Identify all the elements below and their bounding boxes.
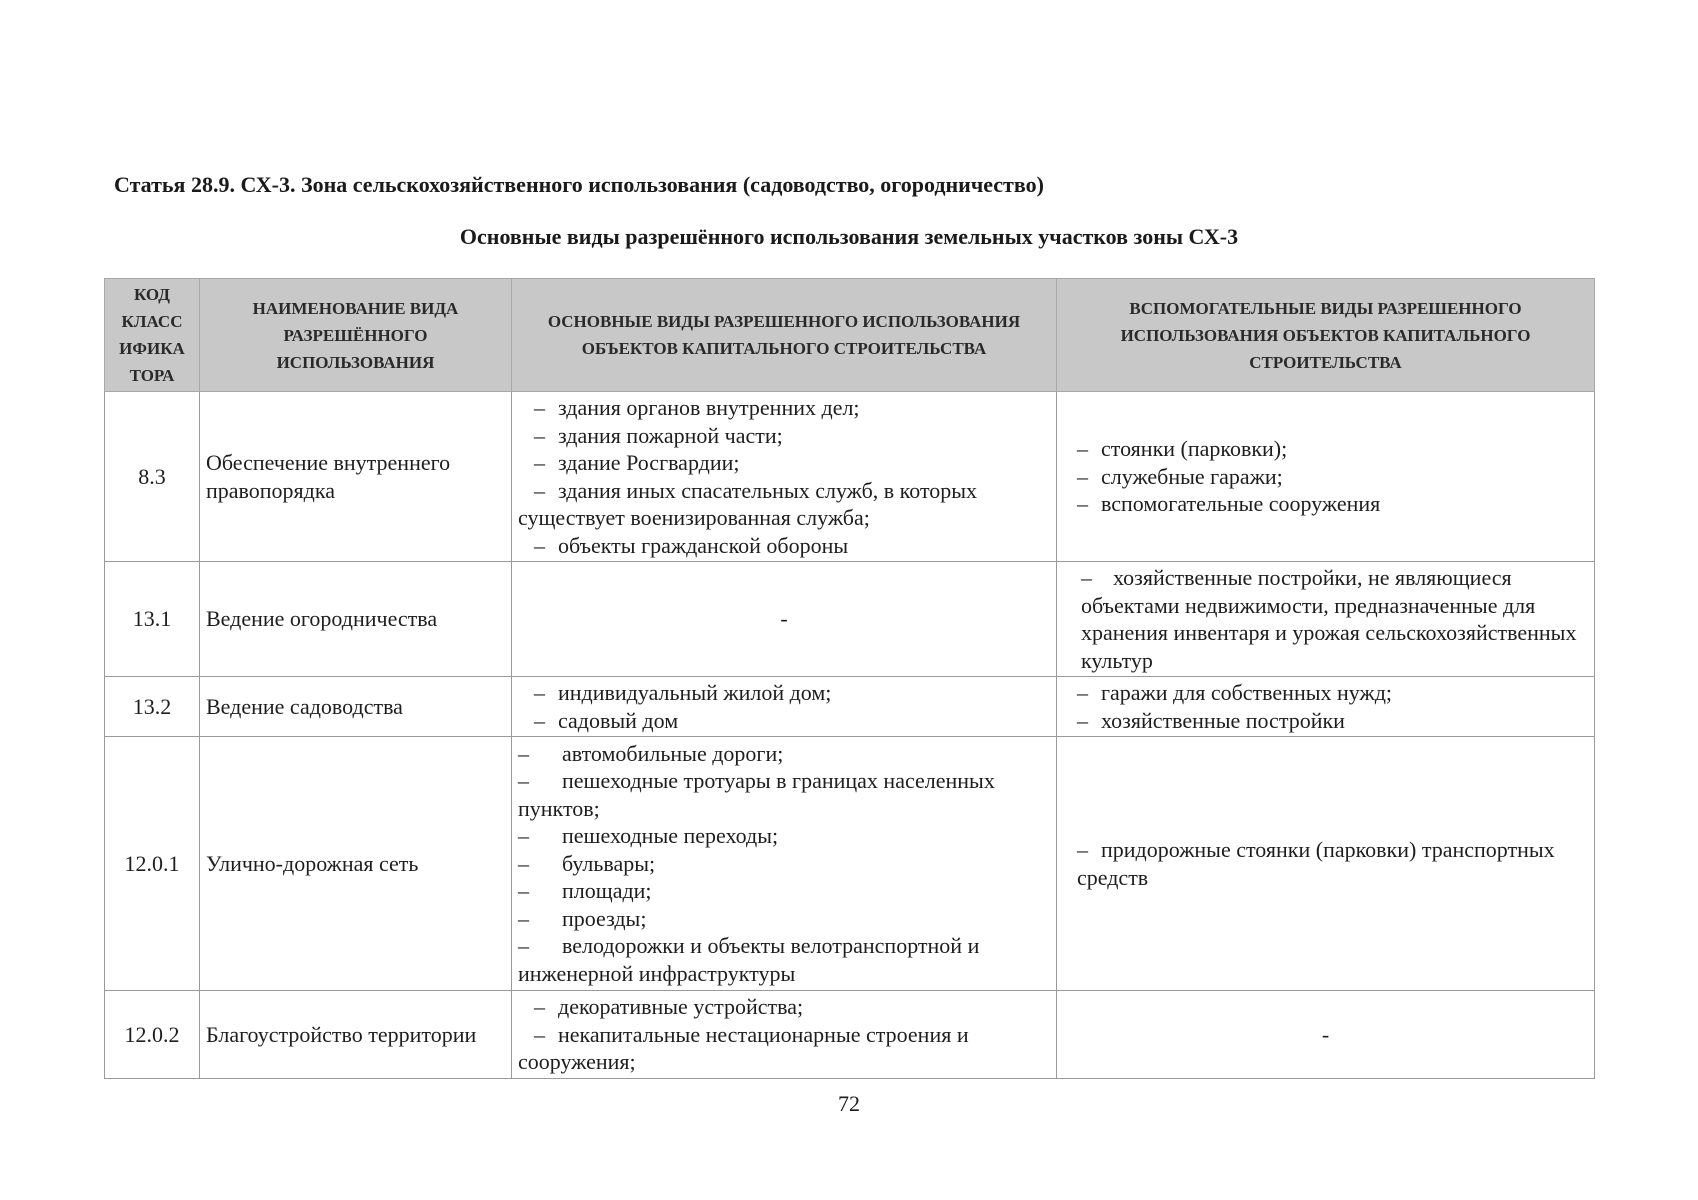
- list-item: – служебные гаражи;: [1077, 463, 1283, 489]
- table-row: [105, 737, 1595, 991]
- list-item: – вспомогательные сооружения: [1077, 491, 1381, 517]
- row-code: 12.0.1: [105, 737, 200, 991]
- dash-bullet: –: [1077, 707, 1088, 733]
- row-main-uses: [512, 677, 1057, 737]
- dash-bullet: –: [518, 933, 529, 959]
- list-item: – объекты гражданской обороны: [534, 532, 849, 558]
- header-aux-uses: ВСПОМОГАТЕЛЬНЫЕ ВИДЫ РАЗРЕШЕННОГО ИСПОЛЬЗОВАНИЯ ОБЪЕКТОВ КАПИТАЛЬНОГО СТРОИТЕЛЬСТВА: [1057, 279, 1595, 392]
- dash-bullet: –: [1077, 680, 1088, 705]
- row-code: 13.2: [105, 677, 200, 737]
- row-aux-uses: [1057, 562, 1595, 677]
- list-item: – проезды;: [518, 905, 647, 931]
- table-header-row: [105, 279, 1595, 392]
- list-item: – гаражи для собственных нужд;: [1077, 680, 1392, 705]
- dash-bullet: –: [1077, 837, 1088, 862]
- row-main-uses: [512, 991, 1057, 1079]
- table-title: Основные виды разрешённого использования земельных участков зоны СХ-3: [459, 224, 1239, 249]
- list-item: – площади;: [518, 878, 652, 904]
- dash-bullet: –: [534, 422, 545, 448]
- article-title: Статья 28.9. СХ-3. Зона сельскохозяйственного использования (садоводство, огородничество): [114, 172, 1044, 197]
- row-aux-uses: [1057, 392, 1595, 562]
- row-aux-uses: -: [1057, 991, 1595, 1079]
- list-item: – садовый дом: [534, 707, 679, 733]
- dash-bullet: –: [1077, 463, 1088, 489]
- list-item: – пешеходные тротуары в границах населенных пунктов;: [518, 768, 995, 821]
- land-use-table: [104, 278, 1595, 1079]
- table-row: [105, 392, 1595, 562]
- table-row: [105, 991, 1595, 1079]
- row-aux-uses: [1057, 737, 1595, 991]
- dash-bullet: –: [1081, 565, 1092, 590]
- dash-bullet: –: [534, 477, 545, 503]
- dash-bullet: –: [534, 680, 545, 705]
- header-code: КОД КЛАСС ИФИКА ТОРА: [105, 279, 200, 392]
- header-use-name: НАИМЕНОВАНИЕ ВИДА РАЗРЕШЁННОГО ИСПОЛЬЗОВАНИЯ: [200, 279, 512, 392]
- dash-bullet: –: [534, 994, 545, 1019]
- row-main-uses: [512, 392, 1057, 562]
- dash-bullet: –: [534, 450, 545, 475]
- row-use-name: Благоустройство территории: [200, 991, 512, 1079]
- dash-bullet: –: [518, 823, 529, 849]
- row-use-name: Ведение садоводства: [200, 677, 512, 737]
- dash-bullet: –: [534, 395, 545, 420]
- dash-bullet: –: [1077, 436, 1088, 462]
- page-number: 72: [838, 1091, 860, 1116]
- table-row: [105, 562, 1595, 677]
- row-code: 12.0.2: [105, 991, 200, 1079]
- row-use-name: Ведение огородничества: [200, 562, 512, 677]
- list-item: – декоративные устройства;: [534, 994, 804, 1019]
- list-item: – некапитальные нестационарные строения и сооружения;: [518, 1021, 969, 1074]
- list-item: – стоянки (парковки);: [1077, 436, 1288, 462]
- row-aux-uses: [1057, 677, 1595, 737]
- list-item: – хозяйственные постройки: [1077, 707, 1345, 733]
- row-code: 8.3: [105, 392, 200, 562]
- list-item: – придорожные стоянки (парковки) транспортных средств: [1077, 837, 1555, 890]
- list-item: – велодорожки и объекты велотранспортной и инженерной инфраструктуры: [518, 933, 980, 986]
- list-item: – индивидуальный жилой дом;: [534, 680, 832, 705]
- dash-bullet: –: [518, 768, 529, 794]
- list-item: – здания органов внутренних дел;: [534, 395, 860, 420]
- row-use-name: Обеспечение внутреннего правопорядка: [200, 392, 512, 562]
- row-main-uses: [512, 737, 1057, 991]
- dash-bullet: –: [534, 707, 545, 733]
- row-main-uses: -: [512, 562, 1057, 677]
- dash-bullet: –: [534, 1021, 545, 1047]
- list-item: – здания пожарной части;: [534, 422, 783, 448]
- list-item: – автомобильные дороги;: [518, 740, 784, 766]
- dash-bullet: –: [534, 532, 545, 558]
- dash-bullet: –: [518, 878, 529, 904]
- dash-bullet: –: [1077, 491, 1088, 517]
- row-use-name: Улично-дорожная сеть: [200, 737, 512, 991]
- list-item: – здание Росгвардии;: [534, 450, 740, 475]
- list-item: – хозяйственные постройки, не являющиеся объектами недвижимости, предназначенные для хранения инвентаря и урожая сельскохозяйственных культур: [1081, 565, 1577, 673]
- dash-bullet: –: [518, 740, 529, 766]
- dash-bullet: –: [518, 905, 529, 931]
- list-item: – пешеходные переходы;: [518, 823, 779, 849]
- dash-bullet: –: [518, 850, 529, 876]
- row-code: 13.1: [105, 562, 200, 677]
- table-row: [105, 677, 1595, 737]
- list-item: – здания иных спасательных служб, в которых существует военизированная служба;: [518, 477, 978, 530]
- list-item: – бульвары;: [518, 850, 656, 876]
- header-main-uses: ОСНОВНЫЕ ВИДЫ РАЗРЕШЕННОГО ИСПОЛЬЗОВАНИЯ ОБЪЕКТОВ КАПИТАЛЬНОГО СТРОИТЕЛЬСТВА: [512, 279, 1057, 392]
